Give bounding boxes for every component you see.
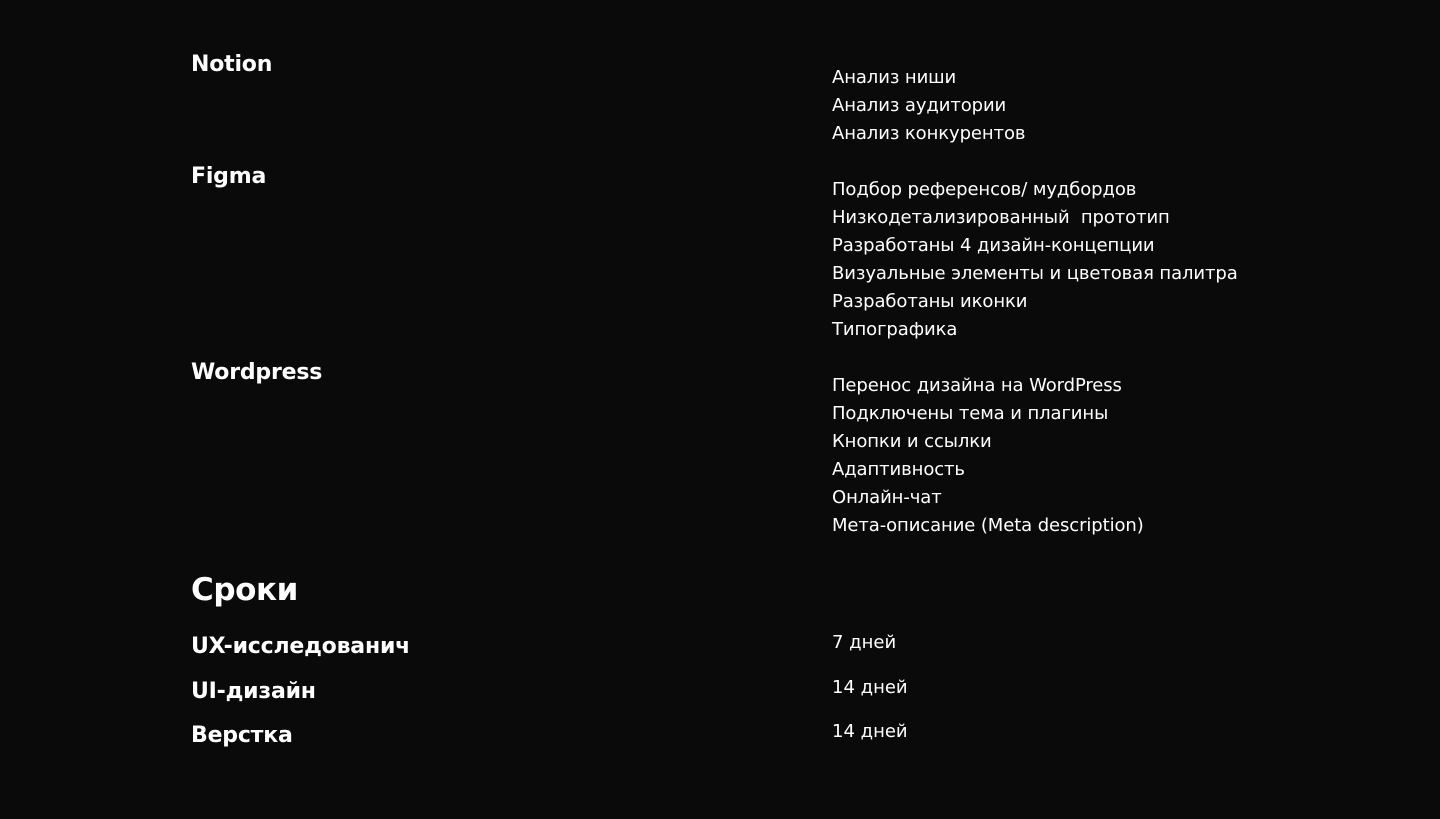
task-item: Визуальные элементы и цветовая палитра	[832, 263, 1238, 284]
timeline-duration: 7 дней	[832, 632, 897, 653]
task-item: Перенос дизайна на WordPress	[832, 375, 1122, 396]
task-item: Кнопки и ссылки	[832, 431, 992, 452]
timeline-phase: UI-дизайн	[191, 679, 316, 704]
task-list-notion	[832, 64, 1025, 148]
task-item: Подбор референсов/ мудбордов	[832, 179, 1137, 200]
timeline-row	[0, 678, 1440, 708]
task-item: Типографика	[832, 319, 958, 340]
timeline-duration: 14 дней	[832, 677, 908, 698]
task-item: Адаптивность	[832, 459, 965, 480]
task-item: Анализ аудитории	[832, 95, 1007, 116]
timeline-row	[0, 722, 1440, 752]
tool-name-wordpress: Wordpress	[191, 360, 323, 385]
task-item: Анализ конкурентов	[832, 123, 1026, 144]
timeline-phase: Верстка	[191, 723, 293, 748]
task-list-wordpress	[832, 372, 1144, 540]
task-item: Разработаны иконки	[832, 291, 1028, 312]
timeline-title: Сроки	[191, 572, 298, 608]
task-item: Онлайн-чат	[832, 487, 942, 508]
task-list-figma	[832, 176, 1238, 344]
timeline-row	[0, 633, 1440, 663]
task-item: Разработаны 4 дизайн-концепции	[832, 235, 1155, 256]
task-item: Подключены тема и плагины	[832, 403, 1109, 424]
timeline-duration: 14 дней	[832, 721, 908, 742]
tool-name-figma: Figma	[191, 164, 267, 189]
task-item: Анализ ниши	[832, 67, 957, 88]
task-item: Мета-описание (Meta description)	[832, 515, 1144, 536]
task-item: Низкодетализированный прототип	[832, 207, 1170, 228]
tool-name-notion: Notion	[191, 52, 273, 77]
timeline-phase: UX-исследованич	[191, 634, 411, 659]
